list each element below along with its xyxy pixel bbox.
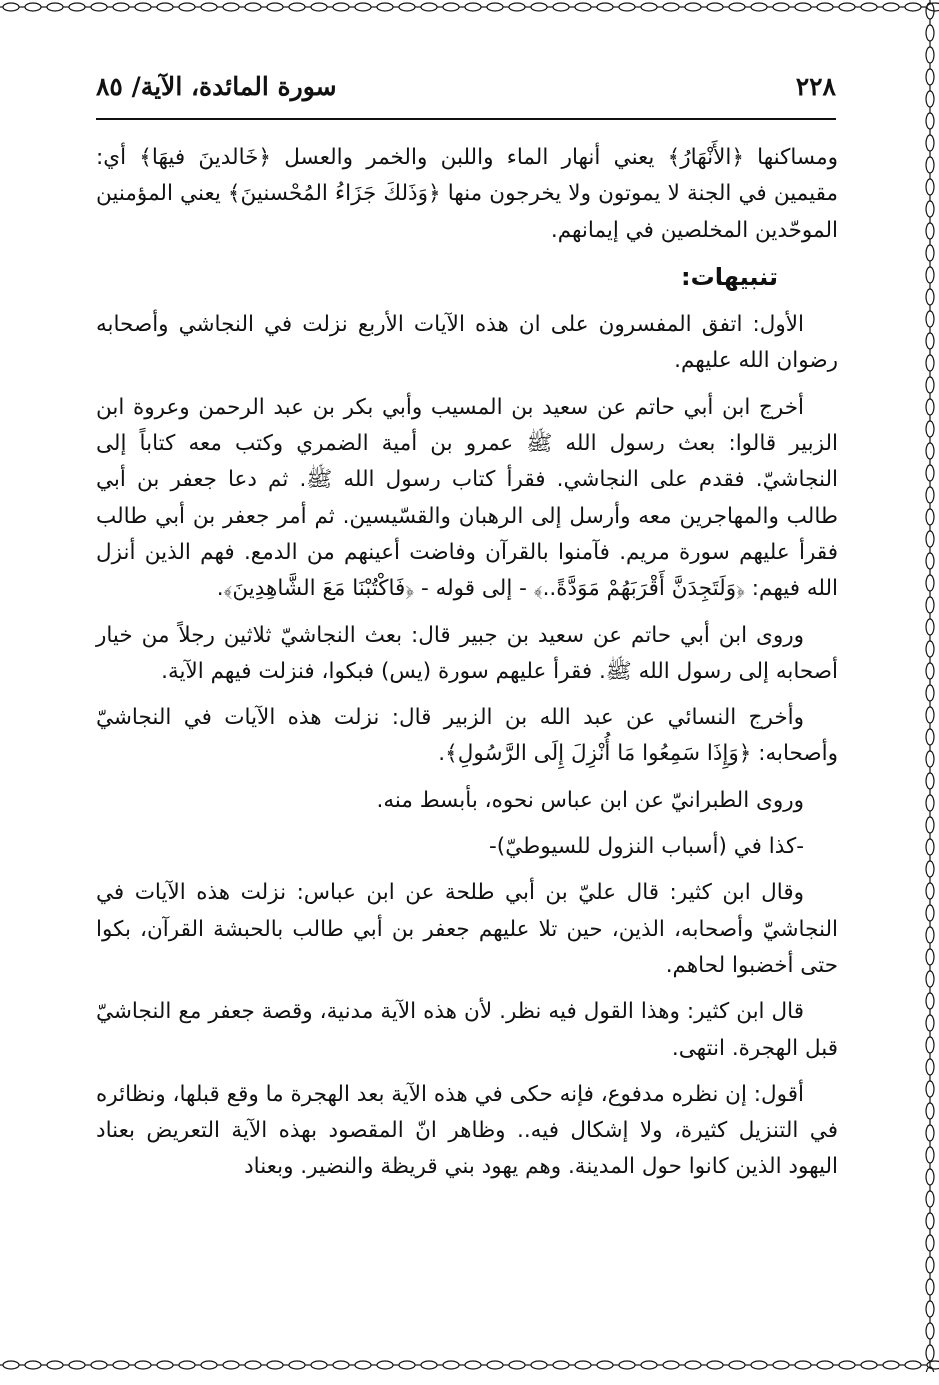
section-heading: تنبيهات:	[681, 262, 778, 291]
paragraph-6: وروى الطبرانيّ عن ابن عباس نحوه، بأبسط منه.	[376, 787, 804, 813]
page-header	[96, 72, 836, 112]
paragraph-4: وروى ابن أبي حاتم عن سعيد بن جبير قال: بعث النجاشيّ ثلاثين رجلاً من خيار أصحابه إلى رسول الله ﷺ. فقرأ عليهم سورة (يس) فبكوا، فنزلت فيهم الآية.	[96, 622, 838, 684]
page-number: ٢٢٨	[795, 72, 836, 101]
paragraph-9: قال ابن كثير: وهذا القول فيه نظر. لأن هذه الآية مدنية، وقصة جعفر مع النجاشيّ قبل الهجرة. انتهى.	[96, 999, 838, 1061]
paragraph-7: -كذا في (أسباب النزول للسيوطيّ)-	[489, 834, 804, 860]
paragraph-5: وأخرج النسائي عن عبد الله بن الزبير قال: نزلت هذه الآيات في النجاشيّ وأصحابه: ﴿وَإِذَا سَمِعُوا مَا أُنْزِلَ إِلَى الرَّسُولِ﴾.	[96, 705, 838, 767]
header-rule	[96, 118, 836, 120]
paragraph-3: أخرج ابن أبي حاتم عن سعيد بن المسيب وأبي بكر بن عبد الرحمن وعروة ابن الزبير قالوا: بعث رسول الله ﷺ عمرو بن أمية الضمري وكتب معه كتاباً إلى النجاشيّ. فقدم على النجاشي. فقرأ كتاب رسول الله ﷺ. ثم دعا جعفر بن أبي طالب والمهاجرين معه وأرسل إلى الرهبان والقسّيسين. ثم أمر جعفر بن أبي طالب فقرأ عليهم سورة مريم. فآمنوا بالقرآن وفاضت أعينهم من الدمع. فهم الذين أنزل الله فيهم: ﴿وَلَتَجِدَنَّ أَقْرَبَهُمْ مَوَدَّةً..﴾ - إلى قوله - ﴿فَاكْتُبْنَا مَعَ الشَّاهِدِينَ﴾.	[96, 394, 838, 602]
paragraph-10: أقول: إن نظره مدفوع، فإنه حكى في هذه الآية بعد الهجرة ما وقع قبلها، ونظائره في التنزيل كثيرة، ولا إشكال فيه.. وظاهر انّ المقصود بهذه الآية التعريض بعناد اليهود الذين كانوا حول المدينة. وهم يهود بني قريظة والنضير. وبعناد	[96, 1081, 838, 1180]
paragraph-1: ومساكنها ﴿الأَنْهَارُ﴾ يعني أنهار الماء واللبن والخمر والعسل ﴿خَالدينَ فيهَا﴾ أي: مقيمين في الجنة لا يموتون ولا يخرجون منها ﴿وَذَلكَ جَزَاءُ المُحْسنينَ﴾ يعني المؤمنين الموحّدين المخلصين في إيمانهم.	[96, 145, 838, 243]
bottom-border-ornament	[0, 1358, 939, 1372]
running-title: سورة المائدة، الآية/ ٨٥	[96, 72, 337, 101]
right-border-ornament	[923, 0, 937, 1372]
paragraph-2: الأول: اتفق المفسرون على ان هذه الآيات الأربع نزلت في النجاشي وأصحابه رضوان الله عليهم.	[96, 312, 838, 374]
page-body	[96, 140, 838, 1196]
paragraph-8: وقال ابن كثير: قال عليّ بن أبي طلحة عن ابن عباس: نزلت هذه الآيات في النجاشيّ وأصحابه، الذين، حين تلا عليهم جعفر بن أبي طالب بالحبشة القرآن، بكوا حتى أخضبوا لحاهم.	[96, 880, 838, 978]
top-border-ornament	[0, 0, 939, 14]
